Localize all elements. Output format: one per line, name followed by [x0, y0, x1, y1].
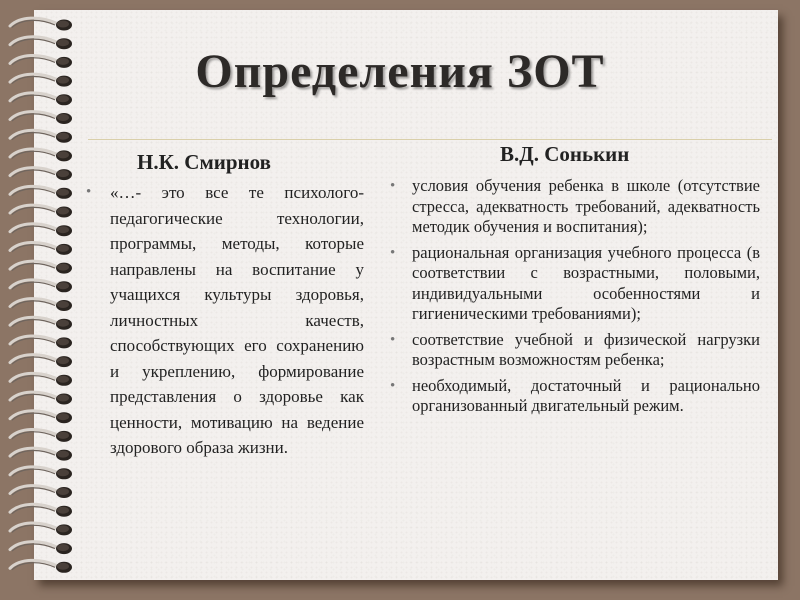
spiral-coil — [10, 149, 72, 161]
spiral-coil — [10, 224, 72, 236]
spiral-coil — [10, 373, 72, 385]
spiral-coil — [10, 355, 72, 367]
spiral-coil — [10, 205, 72, 217]
right-item-text: соответствие учебной и физической нагрузки возрастным возможностям ребенка; — [412, 329, 760, 369]
divider-rule — [88, 139, 772, 140]
right-list-item — [390, 242, 760, 325]
bullet-dot-icon: • — [390, 331, 396, 348]
right-item-text: рациональная организация учебного процесса (в соответствии с возрастными, половыми, индивидуальными особенностями и гигиеническими требованиями); — [412, 242, 760, 323]
right-definition-list — [390, 176, 760, 422]
left-author-heading: Н.К. Смирнов — [137, 150, 271, 174]
spiral-coil — [10, 411, 72, 423]
bullet-dot-icon: • — [390, 377, 396, 394]
spiral-coil — [10, 448, 72, 460]
left-list-item — [86, 180, 364, 461]
spiral-coil — [10, 18, 72, 30]
right-item-text: условия обучения ребенка в школе (отсутствие стресса, адекватность требований, адекватность методик обучения и воспитания); — [412, 176, 760, 236]
spiral-coil — [10, 486, 72, 498]
spiral-coil — [10, 242, 72, 254]
spiral-coil — [10, 542, 72, 554]
spiral-coil — [10, 280, 72, 292]
right-list-item — [390, 375, 760, 417]
left-item-text: «…- это все те психолого-педагогические технологии, программы, методы, которые направлены на воспитание у учащихся культуры здоровья, личностных качеств, способствующих его сохранению и укреплению, формирование представления о здоровье как ценности, мотивацию на ведение здорового образа жизни. — [110, 183, 364, 457]
spiral-coil — [10, 336, 72, 348]
spiral-coil — [10, 429, 72, 441]
bullet-dot-icon: • — [390, 244, 396, 261]
spiral-coil — [10, 168, 72, 180]
bullet-dot-icon: • — [390, 178, 396, 194]
spiral-coil — [10, 467, 72, 479]
bullet-dot-icon: • — [86, 184, 92, 200]
spiral-coil — [10, 523, 72, 535]
right-author-heading: В.Д. Сонькин — [500, 142, 630, 166]
right-list-item — [390, 176, 760, 238]
spiral-coil — [10, 261, 72, 273]
spiral-coil — [10, 560, 72, 572]
spiral-coil — [10, 504, 72, 516]
spiral-coil — [10, 186, 72, 198]
spiral-coil — [10, 130, 72, 142]
spiral-coil — [10, 299, 72, 311]
spiral-coil — [10, 112, 72, 124]
spiral-coil — [10, 392, 72, 404]
right-list-item — [390, 329, 760, 371]
right-item-text: необходимый, достаточный и рационально организованный двигательный режим. — [412, 375, 760, 415]
left-definition-list — [86, 180, 364, 461]
spiral-coil — [10, 317, 72, 329]
page-title: Определения ЗОТ — [195, 45, 605, 98]
